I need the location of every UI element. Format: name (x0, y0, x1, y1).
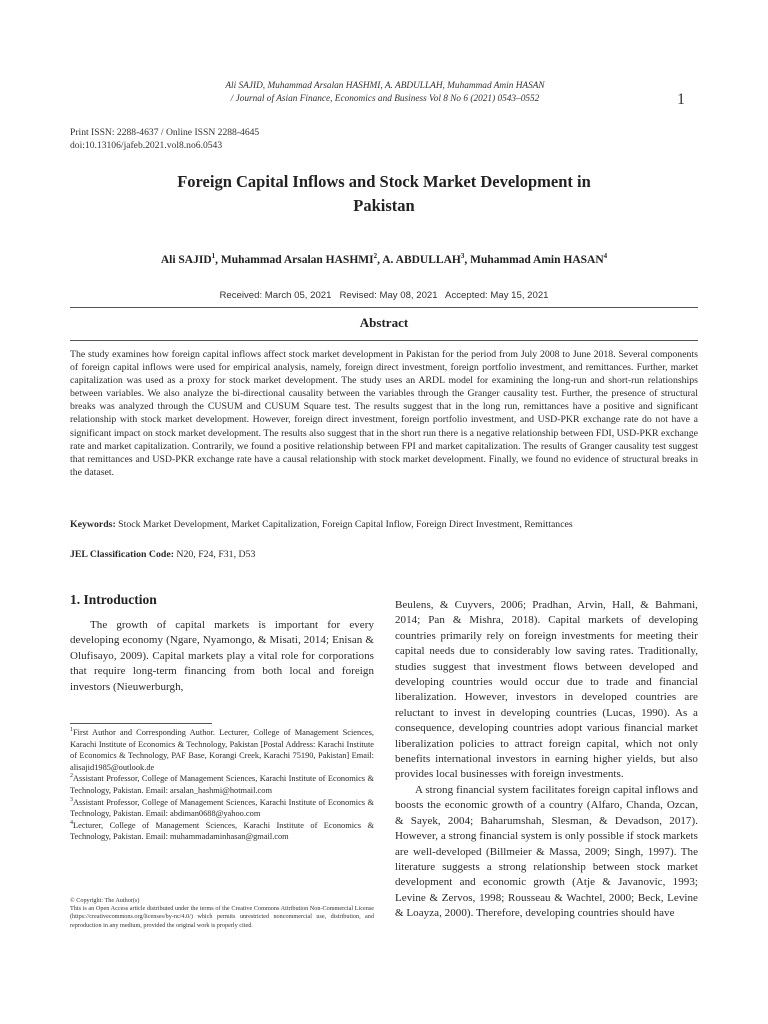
intro-paragraph: A strong financial system facilitates foreign capital inflows and boosts the economic growth of a country (Alfaro, Chanda, Ozcan, & Sayek, 2004; Baharumshah, Slesman, & Devadson, 2017). However, a strong financial system is only possible if stock markets are well-developed (Billmeier & Massa, 2009; Singh, 1997). The literature suggests a strong relationship between stock market development and economic growth (Atje & Javanovic, 1993; Levine & Zervos, 1998; Rousseau & Wachtel, 2000; Beck, Levine & Loayza, 2000). Therefore, developing countries should have (395, 783, 698, 920)
footnote-text: First Author and Corresponding Author. Lecturer, College of Management Sciences, Karachi Institute of Economics & Technology, Pakistan [Postal Address: Karachi Institute of Economics & Technology, PAF Base, Korangi Creek, Karachi 75190, Pakistan] Email: alisajid1985@outlook.de (70, 728, 374, 772)
paper-title-line-2: Pakistan (353, 196, 415, 215)
footnote-text: Assistant Professor, College of Management Sciences, Karachi Institute of Economics & Technology, Pakistan. Email: arsalan_hashmi@hotmail.com (70, 774, 374, 795)
footnote-text: Assistant Professor, College of Management Sciences, Karachi Institute of Economics & Technology, Pakistan. Email: abdiman0688@yahoo.com (70, 797, 374, 819)
author-name: Muhammad Arsalan HASHMI (220, 254, 374, 266)
license-text: This is an Open Access article distributed under the terms of the Creative Commons Attribution Non-Commercial License (https://creativecommons.org/licenses/by-nc/4.0/) which permits unrestricted noncommercial use, distribution, and reproduction in any medium, provided the original work is properly cited. (70, 905, 374, 929)
footnote-text: Lecturer, College of Management Sciences, Karachi Institute of Economics & Technology, Pakistan. Email: muhammadaminhasan@gmail.com (70, 820, 374, 842)
divider (70, 307, 698, 308)
author-mark: 1 (211, 252, 216, 261)
author-mark: 3 (460, 252, 465, 261)
footnote (70, 773, 374, 796)
doi-line: doi:10.13106/jafeb.2021.vol8.no6.0543 (70, 140, 223, 151)
author-name: Ali SAJID (160, 254, 212, 266)
author-name: A. ABDULLAH (382, 254, 461, 266)
right-column (395, 598, 698, 922)
submission-dates: Received: March 05, 2021 Revised: May 08, 2021 Accepted: May 15, 2021 (219, 290, 549, 301)
footnote-mark: 4 (70, 819, 73, 826)
keywords (70, 518, 698, 531)
jel-label: JEL Classification Code: (70, 549, 174, 560)
keywords-label: Keywords: (70, 519, 116, 530)
abstract-heading: Abstract (359, 315, 409, 330)
keywords-text: Stock Market Development, Market Capitalization, Foreign Capital Inflow, Foreign Direct Investment, Remittances (115, 519, 573, 530)
footnote-mark: 1 (70, 727, 73, 734)
intro-paragraph: The growth of capital markets is important for every developing economy (Ngare, Nyamongo, & Misati, 2014; Enisan & Olufisayo, 2009). Capital markets play a vital role for corporations that require long-term financing from both local and foreign investors (Nieuwerburgh, (70, 619, 374, 693)
copyright-notice (70, 897, 374, 930)
running-header-journal: / Journal of Asian Finance, Economics and Business Vol 8 No 6 (2021) 0543–0552 (230, 94, 540, 104)
publication-info (70, 126, 259, 152)
page-number: 1 (677, 91, 685, 108)
author-name: Muhammad Amin HASAN (470, 254, 604, 266)
running-header-authors: Ali SAJID, Muhammad Arsalan HASHMI, A. ABDULLAH, Muhammad Amin HASAN (225, 81, 545, 91)
issn-line: Print ISSN: 2288-4637 / Online ISSN 2288-4645 (70, 127, 260, 138)
author-mark: 2 (373, 252, 378, 261)
divider (70, 340, 698, 341)
author-list: Ali SAJID$^1$, Muhammad Arsalan HASHMI$^2$, A. ABDULLAH$^3$, Muhammad Amin HASAN$^4$ (160, 252, 608, 266)
footnote-mark: 3 (70, 796, 73, 803)
intro-paragraph: Beulens, & Cuyvers, 2006; Pradhan, Arvin, Hall, & Bahmani, 2014; Pan & Mishra, 2018). Capital markets of developing countries primarily rely on foreign investments for meeting their capital needs due to considerably low saving rates. Traditionally, studies suggest that investment flows between developed and developing countries would occur due to trade and financial liberalization. However, investors in developed countries are reluctant to invest in developing countries (Lucas, 1990). As a consequence, developing countries adopt various financial market liberalization policies to attract foreign capital, which not only benefits international investors in earning higher yields, but also provides local businesses with foreign investments. (395, 599, 698, 781)
footnote-mark: 2 (70, 773, 73, 780)
footnotes (70, 727, 374, 843)
running-header (150, 80, 620, 106)
section-heading-introduction: 1. Introduction (70, 592, 157, 607)
jel-classification (70, 548, 698, 561)
footnote (70, 820, 374, 843)
abstract-text: The study examines how foreign capital inflows affect stock market development in Pakistan for the period from July 2008 to June 2018. Several components of foreign capital inflows were used for empirical analysis, namely, foreign direct investment, foreign portfolio investment, and remittances. Further, market capitalization was used as a proxy for stock market development. The study uses an ARDL model for examining the long-run and short-run relationships between variables. We also analyze the bi-directional causality between the variables through the Granger causality test. Further, the presence of structural breaks was analyzed through the CUSUM and CUSUM Square test. The results suggest that in the long run, remittances have a positive and significant relationship with stock market development. However, foreign direct investment, foreign portfolio investment, and USD-PKR exchange rate do not have a significant impact on stock market development. The results also suggest that in the short run there is a negative relationship between FDI, USD-PKR exchange rate and market capitalization. Contrarily, we found a positive relationship between FPI and market capitalization. The results of Granger causality test suggest that remittances and USD-PKR exchange rate have a causal relationship with stock market development. Finally, we found no evidence of structural breaks in the dataset. (70, 349, 698, 478)
jel-codes: N20, F24, F31, D53 (173, 549, 256, 560)
left-column (70, 592, 374, 695)
footnote (70, 797, 374, 820)
footnote-divider (70, 723, 212, 724)
footnote (70, 727, 374, 773)
author-mark: 4 (603, 252, 608, 261)
paper-title-line-1: Foreign Capital Inflows and Stock Market Development in (177, 172, 591, 191)
paper-title (100, 170, 668, 218)
copyright-line: © Copyright: The Author(s) (70, 897, 140, 904)
